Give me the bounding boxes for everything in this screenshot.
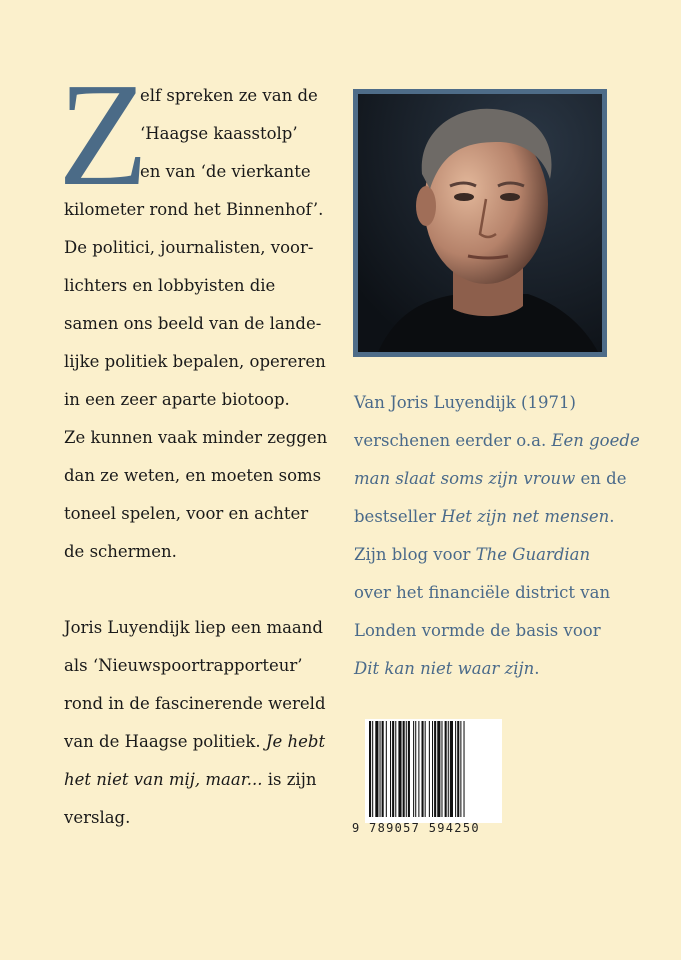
barcode-bar (418, 721, 419, 817)
book-title-italic: Een goede (551, 431, 640, 450)
text-line: verslag. (64, 808, 131, 827)
barcode-bar (382, 721, 384, 817)
publication-title-italic: The Guardian (475, 545, 591, 564)
barcode-bar (434, 721, 436, 817)
text-line: ‘Haagse kaasstolp’ (140, 124, 298, 143)
barcode-bar (390, 721, 391, 817)
text-line: elf spreken ze van de (140, 86, 318, 105)
book-title-italic: het niet van mij, maar... (64, 770, 263, 789)
text-span: is zijn (262, 770, 317, 789)
barcode-bar (372, 721, 373, 817)
text-line: Joris Luyendijk liep een maand (64, 618, 323, 637)
text-line (64, 770, 316, 790)
barcode-bar (450, 721, 453, 817)
barcode-bar (457, 721, 459, 817)
text-line: toneel spelen, voor en achter (64, 504, 309, 523)
text-line: kilometer rond het Binnenhof’. (64, 200, 324, 219)
portrait-image (358, 94, 602, 352)
text-line: samen ons beeld van de lande- (64, 314, 322, 333)
text-line: Ze kunnen vaak minder zeggen (64, 428, 328, 447)
book-title-italic: Je hebt (265, 732, 326, 751)
text-span: Zijn blog voor (354, 545, 476, 564)
barcode-bar (422, 721, 424, 817)
text-line: dan ze weten, en moeten soms (64, 466, 322, 485)
text-line: lichters en lobbyisten die (64, 276, 276, 295)
barcode-bar (395, 721, 396, 817)
text-line: in een zeer aparte biotoop. (64, 390, 290, 409)
barcode-bar (408, 721, 410, 817)
text-line (64, 732, 325, 752)
author-photo (353, 89, 607, 357)
book-title-italic: Dit kan niet waar zijn (354, 659, 535, 678)
barcode-bar (429, 721, 430, 817)
barcode-bar (398, 721, 401, 817)
barcode-bars (365, 719, 502, 823)
text-line: Londen vormde de basis voor (354, 621, 601, 640)
text-line: De politici, journalisten, voor- (64, 238, 314, 257)
text-line: over het financiële district van (354, 583, 611, 602)
barcode-bar (460, 721, 461, 817)
barcode-bar (441, 721, 442, 817)
text-span: . (609, 507, 615, 526)
text-line (354, 469, 626, 489)
barcode-bar (437, 721, 440, 817)
text-line: lijke politiek bepalen, opereren (64, 352, 326, 371)
barcode-bar (425, 721, 426, 817)
barcode-bar (369, 721, 371, 817)
text-line: als ‘Nieuwspoortrapporteur’ (64, 656, 303, 675)
text-line: de schermen. (64, 542, 177, 561)
text-span: . (534, 659, 540, 678)
text-line (354, 659, 540, 679)
book-title-italic: man slaat soms zijn vrouw (354, 469, 576, 488)
barcode-bar (413, 721, 414, 817)
text-span: verschenen eerder o.a. (354, 431, 552, 450)
text-span: bestseller (354, 507, 442, 526)
barcode-bar (445, 721, 447, 817)
text-span: en de (575, 469, 627, 488)
text-line: Van Joris Luyendijk (1971) (354, 393, 576, 412)
drop-cap: Z (58, 53, 149, 217)
barcode-bar (455, 721, 456, 817)
barcode-bar (464, 721, 465, 817)
text-line (354, 431, 640, 451)
barcode-bar (448, 721, 449, 817)
barcode-bar (375, 721, 378, 817)
barcode (365, 719, 502, 823)
barcode-bar (392, 721, 394, 817)
barcode-bar (386, 721, 387, 817)
barcode-bar (432, 721, 433, 817)
barcode-digits: 9 789057 594250 (352, 821, 480, 835)
barcode-bar (415, 721, 416, 817)
barcode-bar (380, 721, 381, 817)
book-title-italic: Het zijn net mensen (441, 507, 610, 526)
barcode-bar (406, 721, 407, 817)
text-span: van de Haagse politiek. (64, 732, 261, 751)
text-line: en van ‘de vierkante (140, 162, 311, 181)
barcode-bar (403, 721, 405, 817)
text-line (354, 507, 615, 527)
text-line: rond in de fascinerende wereld (64, 694, 326, 713)
text-line (354, 545, 590, 565)
